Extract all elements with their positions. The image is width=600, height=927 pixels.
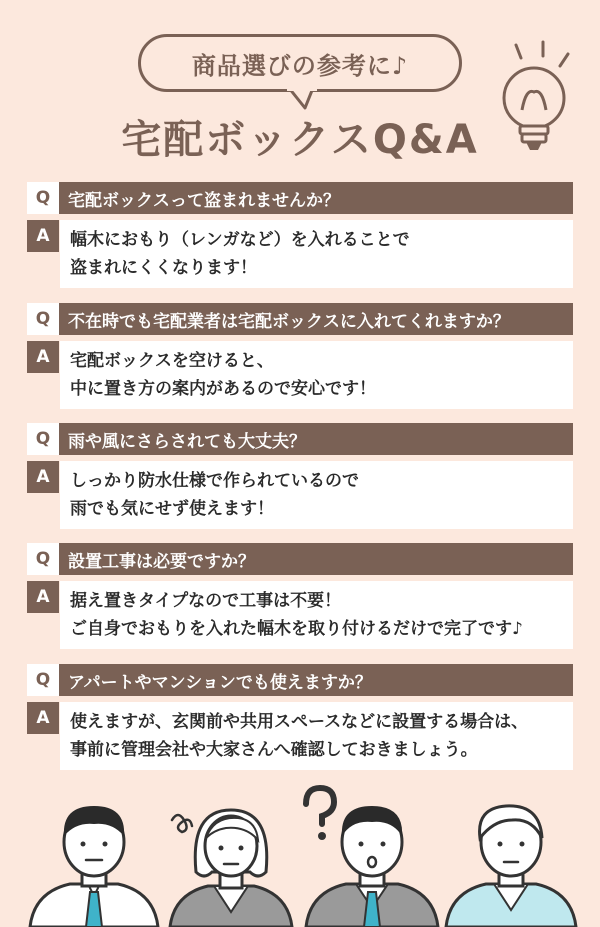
question-text: アパートやマンションでも使えますか？ bbox=[59, 664, 573, 696]
q-label: Q bbox=[27, 664, 59, 696]
answer-text bbox=[60, 702, 573, 770]
question-row bbox=[27, 543, 573, 575]
answer-row bbox=[27, 581, 573, 649]
a-label: A bbox=[27, 702, 59, 734]
header bbox=[0, 0, 600, 170]
page-title: 宅配ボックスQ&A bbox=[121, 117, 479, 163]
answer-line: 中に置き方の案内があるので安心です！ bbox=[70, 379, 376, 399]
answer-text bbox=[60, 581, 573, 649]
a-label: A bbox=[27, 581, 59, 613]
answer-line: 幅木におもり（レンガなど）を入れることで bbox=[70, 230, 410, 250]
question-row bbox=[27, 664, 573, 696]
answer-line: 事前に管理会社や大家さんへ確認しておきましょう。 bbox=[70, 740, 478, 760]
answer-line: 雨でも気にせず使えます！ bbox=[70, 499, 274, 519]
a-label: A bbox=[27, 341, 59, 373]
answer-row bbox=[27, 341, 573, 409]
answer-text bbox=[60, 220, 573, 288]
people-illustration bbox=[0, 780, 600, 927]
qa-item-1 bbox=[27, 182, 573, 288]
q-label: Q bbox=[27, 303, 59, 335]
answer-row bbox=[27, 461, 573, 529]
person-older-man bbox=[446, 806, 576, 927]
lightbulb-icon bbox=[488, 40, 578, 155]
question-text: 宅配ボックスって盗まれませんか？ bbox=[59, 182, 573, 214]
speech-bubble bbox=[138, 34, 462, 92]
question-text: 不在時でも宅配業者は宅配ボックスに入れてくれますか？ bbox=[59, 303, 573, 335]
answer-row bbox=[27, 702, 573, 770]
question-text: 設置工事は必要ですか？ bbox=[59, 543, 573, 575]
person-woman bbox=[170, 810, 292, 927]
answer-line: 使えますが、玄関前や共用スペースなどに設置する場合は、 bbox=[70, 712, 529, 732]
question-mark-icon bbox=[306, 788, 334, 840]
answer-row bbox=[27, 220, 573, 288]
answer-line: ご自身でおもりを入れた幅木を取り付けるだけで完了です♪ bbox=[70, 619, 523, 639]
person-man-surprised bbox=[306, 806, 438, 927]
answer-line: しっかり防水仕様で作られているので bbox=[70, 471, 359, 491]
qa-item-2 bbox=[27, 303, 573, 409]
answer-line: 盗まれにくくなります！ bbox=[70, 258, 257, 278]
a-label: A bbox=[27, 220, 59, 252]
a-label: A bbox=[27, 461, 59, 493]
question-row bbox=[27, 182, 573, 214]
question-text: 雨や風にさらされても大丈夫？ bbox=[59, 423, 573, 455]
bubble-text: 商品選びの参考に♪ bbox=[191, 51, 409, 80]
answer-line: 据え置きタイプなので工事は不要！ bbox=[70, 591, 342, 611]
question-row bbox=[27, 423, 573, 455]
person-man-tie bbox=[30, 806, 158, 927]
answer-text bbox=[60, 341, 573, 409]
q-label: Q bbox=[27, 543, 59, 575]
qa-item-4 bbox=[27, 543, 573, 649]
qa-item-5 bbox=[27, 664, 573, 770]
answer-line: 宅配ボックスを空けると、 bbox=[70, 351, 274, 371]
bubble-tail bbox=[285, 88, 319, 110]
q-label: Q bbox=[27, 423, 59, 455]
qa-item-3 bbox=[27, 423, 573, 529]
answer-text bbox=[60, 461, 573, 529]
question-row bbox=[27, 303, 573, 335]
squiggle-icon bbox=[172, 815, 192, 832]
q-label: Q bbox=[27, 182, 59, 214]
